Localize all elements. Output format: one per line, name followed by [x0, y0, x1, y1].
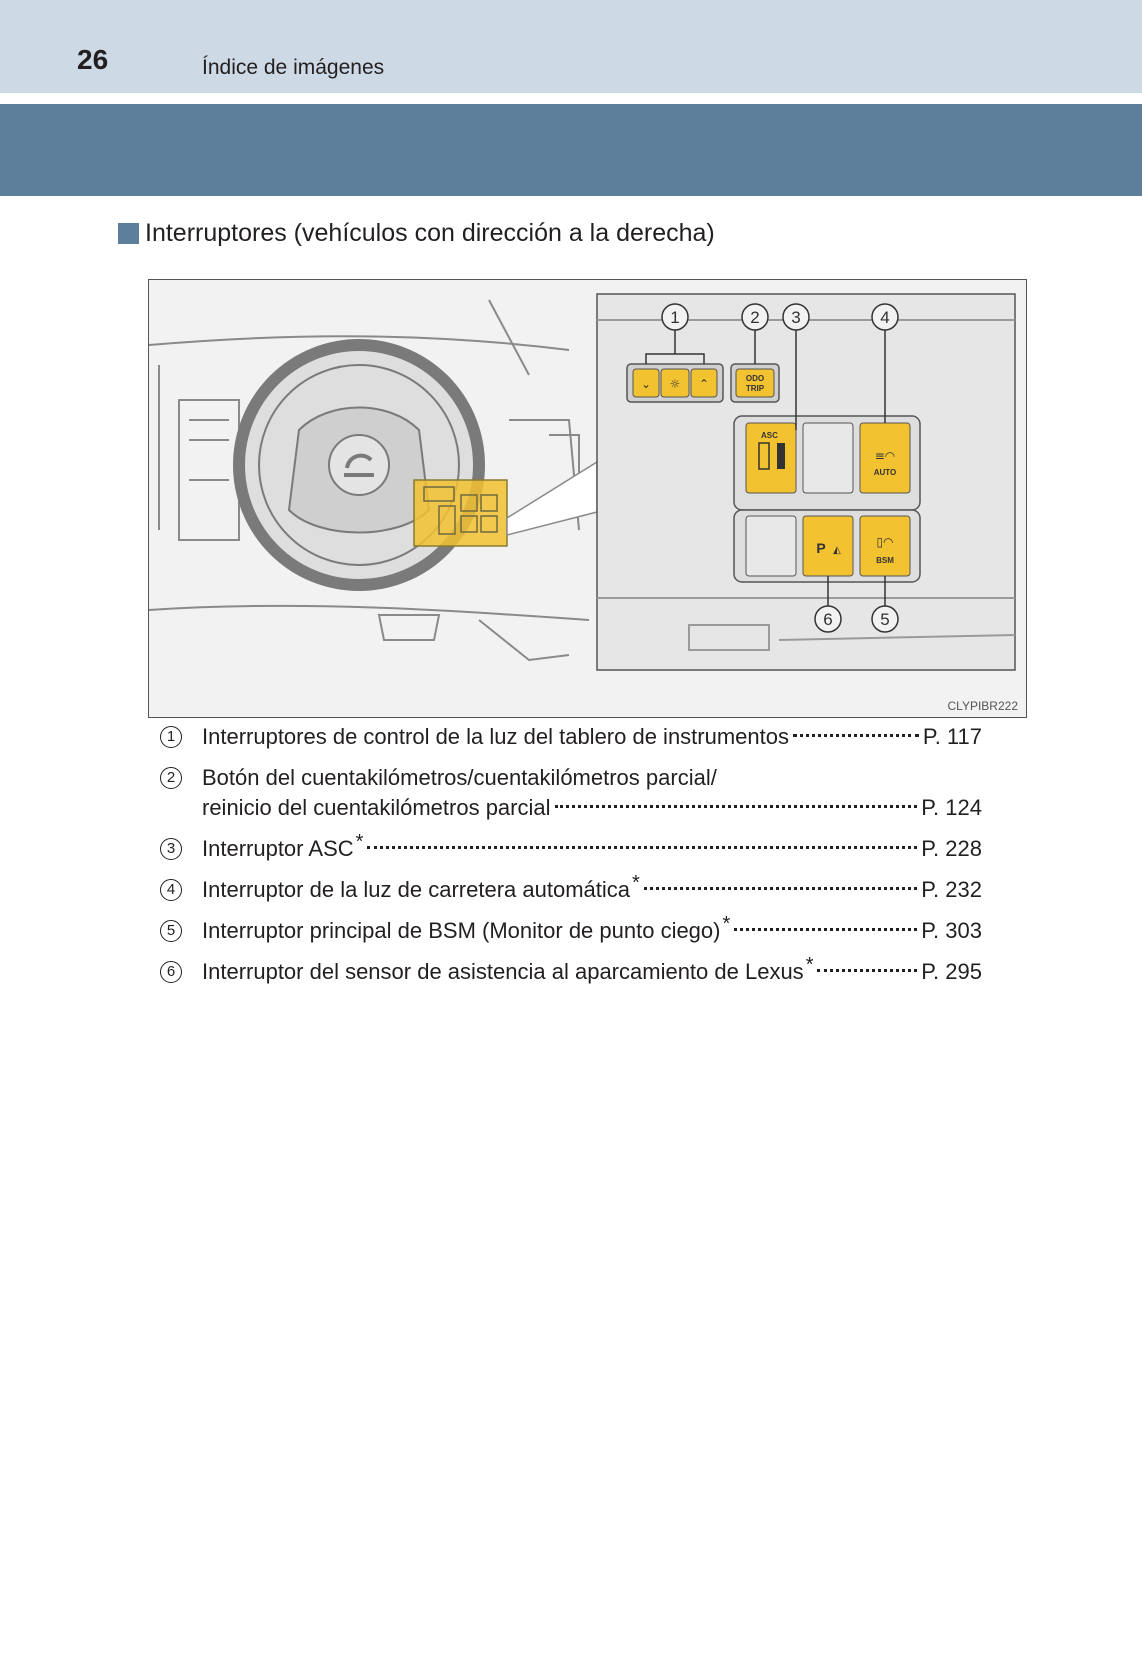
- legend-number: 6: [160, 961, 182, 983]
- legend-item: [160, 954, 982, 998]
- callout-1-label: 1: [670, 308, 680, 327]
- steering-wheel-icon: [239, 345, 479, 585]
- section-heading: [118, 219, 715, 248]
- legend-list: [160, 722, 982, 998]
- dot-leader: [555, 805, 918, 808]
- legend-text: Interruptor principal de BSM (Monitor de punto ciego): [202, 918, 721, 943]
- svg-text:≡◠: ≡◠: [874, 449, 896, 463]
- section-title: Interruptores (vehículos con dirección a la derecha): [145, 219, 715, 247]
- parking-assist-switch: [803, 516, 853, 576]
- legend-number: 2: [160, 767, 182, 789]
- svg-text:◭: ◭: [833, 545, 841, 556]
- switch-area-highlight: [414, 480, 507, 546]
- legend-text-continued: reinicio del cuentakilómetros parcial: [202, 795, 551, 820]
- blank-switch-lower: [746, 516, 796, 576]
- legend-item: [160, 722, 982, 763]
- dot-leader: [644, 887, 917, 890]
- legend-number: 4: [160, 879, 182, 901]
- page-number: 26: [77, 44, 109, 75]
- dashboard-drawing: [149, 280, 1027, 718]
- legend-text: Interruptor de la luz de carretera automática: [202, 877, 631, 902]
- dot-leader: [367, 846, 917, 849]
- section-square-icon: [118, 223, 139, 244]
- dot-leader: [817, 969, 917, 972]
- dot-leader: [793, 734, 919, 737]
- page-reference: P. 117: [922, 724, 982, 749]
- legend-text: Interruptor del sensor de asistencia al aparcamiento de Lexus: [202, 959, 804, 984]
- footnote-star: *: [632, 872, 640, 894]
- footnote-star: *: [355, 831, 364, 853]
- page-reference: P. 232: [921, 877, 982, 902]
- header-title: Índice de imágenes: [202, 56, 385, 79]
- header-band: [0, 104, 1142, 196]
- legend-text: Botón del cuentakilómetros/cuentakilómetros parcial/: [202, 765, 717, 790]
- dot-leader: [734, 928, 917, 931]
- auto-label: AUTO: [873, 468, 897, 477]
- legend-number: 1: [160, 726, 182, 748]
- page-reference: P. 124: [921, 795, 982, 820]
- callout-2-label: 2: [750, 308, 760, 327]
- header-bar: [0, 0, 1142, 93]
- trip-label: TRIP: [745, 384, 765, 393]
- page-reference: P. 228: [921, 836, 982, 861]
- footnote-star: *: [805, 954, 814, 976]
- svg-text:⌃: ⌃: [698, 377, 710, 391]
- callout-5-label: 5: [880, 610, 890, 629]
- footnote-star: *: [722, 913, 731, 935]
- callout-4-label: 4: [880, 308, 890, 327]
- blank-switch: [803, 423, 853, 493]
- legend-item: [160, 872, 982, 916]
- page-reference: P. 295: [921, 959, 982, 984]
- legend-number: 3: [160, 838, 182, 860]
- park-label: P: [816, 540, 826, 556]
- figure-code: CLYPIBR222: [947, 699, 1018, 713]
- bsm-label: BSM: [876, 556, 894, 565]
- legend-item: [160, 831, 982, 875]
- svg-text:☼: ☼: [669, 377, 681, 391]
- asc-label: ASC: [761, 431, 778, 440]
- page-reference: P. 303: [921, 918, 982, 943]
- legend-text: Interruptor ASC: [202, 836, 354, 861]
- callout-6-label: 6: [823, 610, 833, 629]
- odo-label: ODO: [745, 374, 765, 383]
- legend-item: [160, 913, 982, 957]
- switches-illustration: [148, 279, 1027, 718]
- legend-item: [160, 763, 982, 834]
- svg-text:▯◠: ▯◠: [876, 535, 894, 549]
- legend-text: Interruptores de control de la luz del tablero de instrumentos: [202, 724, 789, 749]
- svg-text:⌄: ⌄: [640, 377, 652, 391]
- callout-3-label: 3: [791, 308, 801, 327]
- legend-number: 5: [160, 920, 182, 942]
